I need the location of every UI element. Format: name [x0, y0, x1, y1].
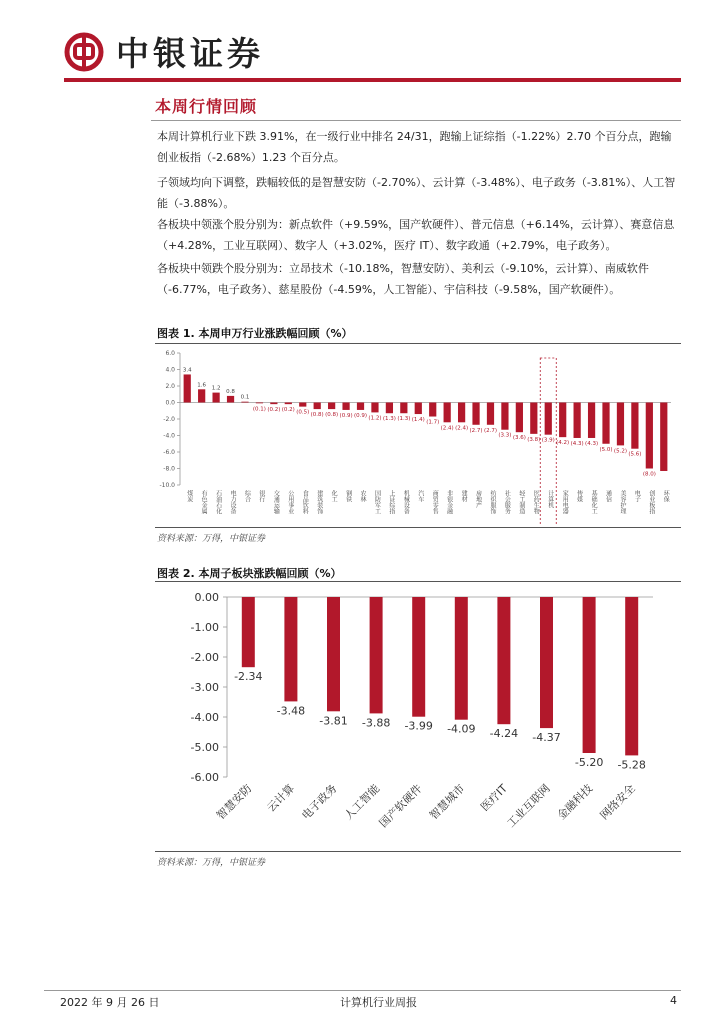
category-label-group	[504, 781, 553, 830]
bar	[299, 403, 306, 407]
subsector-returns-chart	[155, 583, 681, 848]
y-tick-label: 0.0	[165, 399, 175, 407]
category-label: 基础化工	[590, 490, 598, 514]
bar	[198, 389, 205, 402]
data-label: (2.7)	[469, 427, 483, 434]
figure2-top-rule	[155, 581, 681, 582]
bar	[574, 403, 581, 438]
bar	[370, 597, 383, 713]
data-label: (5.0)	[599, 446, 613, 453]
category-label: 电力设备	[229, 490, 237, 514]
bar	[487, 403, 494, 425]
data-label: -4.09	[447, 722, 476, 736]
category-label: 轻工制造	[517, 490, 525, 514]
data-label: -5.20	[574, 756, 604, 769]
data-label: (0.8)	[325, 412, 339, 419]
paragraph-summary: 本周计算机行业下跌 3.91%，在一级行业中排名 24/31，跑输上证综指（-1.22%）2.70 个百分点，跑输创业板指（-2.68%）1.23 个百分点。	[157, 130, 672, 164]
footer-rule	[44, 990, 681, 991]
data-label: (2.4)	[440, 425, 454, 432]
category-label: 家用电器	[561, 490, 569, 514]
bar	[212, 393, 219, 403]
data-label: (3.3)	[498, 432, 512, 439]
y-tick-label: -10.0	[159, 482, 175, 489]
y-tick-label: -2.00	[190, 651, 219, 664]
bar	[583, 597, 596, 753]
bar	[242, 597, 255, 667]
category-label-group	[213, 781, 254, 822]
category-label: 建材	[460, 490, 468, 502]
data-label: -5.28	[617, 758, 646, 772]
y-tick-label: -6.0	[163, 449, 175, 456]
bar	[617, 403, 624, 446]
y-tick-label: -4.00	[190, 711, 219, 724]
data-label: (4.3)	[585, 440, 599, 447]
data-label: -4.37	[532, 731, 561, 745]
data-label: (4.3)	[570, 440, 584, 447]
category-label: 电子	[633, 490, 641, 502]
bar	[625, 597, 638, 755]
category-label: 公用事业	[286, 490, 294, 514]
category-label-group	[426, 781, 467, 822]
bar	[444, 403, 451, 423]
figure2-bottom-rule	[155, 851, 681, 852]
figure1-top-rule	[155, 343, 681, 344]
category-label: 国产软硬件	[376, 781, 425, 831]
data-label: (1.2)	[368, 415, 382, 422]
paragraph-top-gainers: 各板块中领涨个股分别为：新点软件（+9.59%，国产软硬件）、普元信息（+6.14%，云计算）、赛意信息（+4.28%，工业互联网）、数字人（+3.02%，医疗 IT）、数字政通（+2.79%，电子政务）。	[157, 218, 675, 252]
footer-report-name: 计算机行业周报	[340, 996, 417, 1009]
category-label: 商贸零售	[431, 490, 439, 514]
category-label: 电子政务	[299, 781, 340, 823]
category-label: 国防军工	[373, 490, 381, 514]
bar	[516, 403, 523, 433]
category-label: 建筑装饰	[315, 490, 323, 514]
bar	[530, 403, 537, 434]
y-tick-label: -4.0	[163, 432, 175, 440]
bar	[184, 374, 191, 402]
data-label: (0.9)	[353, 412, 368, 419]
y-tick-label: 4.0	[165, 366, 175, 374]
category-label: 石油石化	[214, 490, 222, 514]
bar	[540, 597, 553, 728]
data-label: 1.6	[197, 382, 207, 389]
y-tick-label: 2.0	[165, 383, 175, 390]
data-label: (1.4)	[411, 417, 425, 424]
industry-returns-chart	[155, 345, 681, 525]
data-label: -3.88	[361, 716, 391, 730]
bar	[357, 403, 364, 410]
section-title: 本周行情回顾	[155, 97, 258, 116]
data-label: -3.99	[404, 719, 433, 733]
category-label: 创业板指	[647, 490, 655, 514]
category-label: 食品饮料	[301, 490, 309, 514]
data-label: -3.48	[276, 704, 306, 718]
category-label-group	[299, 781, 340, 822]
category-label: 煤炭	[185, 490, 193, 502]
data-label: 1.2	[211, 385, 221, 392]
category-label: 钢铁	[344, 490, 352, 502]
bar	[660, 403, 667, 471]
data-label: (3.6)	[512, 435, 526, 442]
category-label: 交通运输	[272, 490, 280, 514]
category-label: 通信	[604, 490, 612, 502]
bar	[646, 403, 653, 469]
category-label-group	[376, 781, 425, 830]
paragraph-top-losers: 各板块中领跌个股分别为：立昂技术（-10.18%，智慧安防）、美利云（-9.10%，云计算）、南威软件（-6.77%，电子政务）、慈星股份（-4.59%，人工智能）、宇信科技（-9.58%，国产软硬件）。	[157, 262, 649, 296]
bar	[415, 403, 422, 415]
data-label: 3.4	[182, 367, 192, 374]
data-label: (5.2)	[613, 448, 627, 455]
category-label: 上证综指	[387, 490, 395, 514]
category-label: 化工	[330, 490, 338, 502]
bar	[328, 403, 335, 410]
category-label: 有色金属	[200, 490, 208, 514]
category-label: 社会服务	[503, 490, 511, 514]
category-label: 房地产	[474, 490, 482, 508]
paragraph-subsectors: 子领域均向下调整，跌幅较低的是智慧安防（-2.70%）、云计算（-3.48%）、电子政务（-3.81%）、人工智能（-3.88%）。	[157, 176, 676, 210]
data-label: (8.0)	[642, 471, 656, 478]
section-header	[151, 92, 681, 121]
category-label: 非银金融	[445, 490, 453, 514]
data-label: (0.5)	[296, 409, 310, 416]
bar	[386, 403, 393, 414]
bar	[371, 403, 378, 413]
category-label: 机械设备	[402, 490, 410, 514]
y-tick-label: -5.00	[190, 741, 219, 754]
bar	[588, 403, 595, 438]
y-tick-label: -6.00	[190, 771, 219, 784]
data-label: -4.24	[489, 727, 519, 741]
category-label: 综合	[243, 490, 251, 502]
bar	[227, 396, 234, 403]
bar	[429, 403, 436, 417]
data-label: (3.8)	[527, 436, 541, 443]
data-label: (1.3)	[397, 416, 411, 423]
figure1-source: 资料来源：万得，中银证券	[157, 534, 266, 544]
category-label: 医疗IT	[478, 781, 511, 814]
bar	[631, 403, 638, 449]
category-label: 金融科技	[554, 781, 596, 823]
category-label-group	[341, 781, 382, 822]
figure2-title: 图表 2. 本周子板块涨跌幅回顾（%）	[157, 567, 342, 580]
data-label: 0.1	[240, 394, 250, 401]
category-label: 环保	[662, 490, 670, 502]
category-label-group	[597, 781, 638, 822]
category-label: 纺织服饰	[488, 490, 496, 514]
footer-date: 2022 年 9 月 26 日	[60, 996, 160, 1009]
data-label: -3.81	[319, 714, 348, 728]
bar	[285, 403, 292, 405]
company-logo	[64, 28, 264, 75]
data-label: (0.2)	[281, 407, 295, 414]
bar	[602, 403, 609, 444]
bar	[327, 597, 340, 711]
data-label: (3.9)	[541, 437, 555, 444]
bar	[458, 403, 465, 423]
data-label: (2.4)	[455, 425, 469, 432]
data-label: (0.2)	[267, 407, 281, 414]
y-tick-label: 0.00	[194, 591, 219, 604]
category-label: 医药生物	[532, 490, 540, 514]
bar	[412, 597, 425, 717]
category-label: 人工智能	[341, 781, 383, 823]
category-label: 计算机	[546, 490, 554, 508]
y-tick-label: 6.0	[165, 350, 175, 357]
category-label: 智慧安防	[214, 781, 255, 823]
data-label: (5.6)	[628, 451, 642, 458]
data-label: (1.3)	[382, 416, 396, 423]
y-tick-label: -3.00	[190, 681, 219, 694]
brand-name: 中银证券	[116, 34, 264, 73]
category-label: 智慧城市	[427, 781, 468, 823]
data-label: -2.34	[234, 670, 263, 684]
footer-page-number: 4	[670, 994, 677, 1007]
bar	[400, 403, 407, 414]
bar	[241, 402, 248, 403]
bar	[314, 403, 321, 410]
bar	[342, 403, 349, 410]
bank-of-china-logo-icon	[64, 32, 104, 72]
data-label: (0.8)	[310, 412, 324, 419]
bar	[284, 597, 297, 701]
bar	[256, 403, 263, 404]
data-label: 0.8	[226, 388, 235, 395]
data-label: (1.7)	[426, 419, 440, 426]
bar	[559, 403, 566, 438]
category-label: 云计算	[264, 781, 298, 815]
bar	[270, 403, 277, 405]
figure1-title: 图表 1. 本周申万行业涨跌幅回顾（%）	[157, 327, 353, 340]
category-label: 银行	[257, 490, 265, 502]
data-label: (4.2)	[556, 440, 570, 447]
y-tick-label: -1.00	[190, 621, 219, 634]
y-tick-label: -8.0	[163, 465, 175, 473]
bar	[472, 403, 479, 425]
figure1-bottom-rule	[155, 527, 681, 528]
category-label-group	[264, 781, 297, 814]
category-label: 网络安全	[597, 781, 638, 823]
data-label: (2.7)	[483, 427, 498, 434]
category-label: 汽车	[416, 490, 424, 502]
figure2-source: 资料来源：万得，中银证券	[157, 858, 266, 868]
bar	[501, 403, 508, 430]
bar	[545, 403, 552, 435]
category-label: 农林	[359, 490, 367, 502]
header-rule	[64, 78, 681, 82]
bar	[497, 597, 510, 724]
category-label: 美容护理	[618, 490, 626, 514]
category-label-group	[478, 781, 511, 814]
y-tick-label: -2.0	[163, 416, 175, 423]
category-label: 传媒	[575, 490, 583, 502]
data-label: (0.1)	[252, 406, 266, 413]
data-label: (0.9)	[339, 412, 353, 419]
bar	[455, 597, 468, 720]
category-label-group	[554, 781, 595, 822]
category-label: 工业互联网	[504, 781, 553, 831]
